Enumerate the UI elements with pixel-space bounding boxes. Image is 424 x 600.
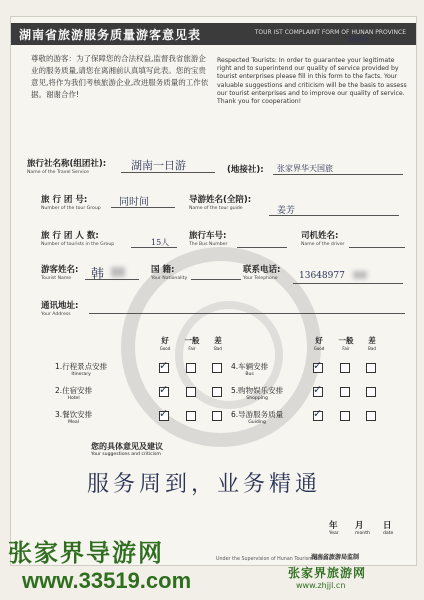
checkbox-hotel-bad[interactable] (212, 387, 222, 397)
local-agency-line (273, 174, 403, 175)
top-annotation: 3880 (347, 35, 368, 44)
guide-value[interactable]: 姜芳 (277, 206, 296, 216)
group-size-label: 旅 行 团 人 数: Number of tourists in the Group (41, 231, 115, 247)
checkbox-guiding-bad[interactable] (366, 411, 376, 421)
checkbox-shopping-fair[interactable] (340, 387, 350, 397)
rating-hotel-label: 2.住宿安排 Hotel (55, 386, 93, 401)
date-month: 月 month (355, 521, 370, 536)
checkbox-bus-bad[interactable] (366, 363, 376, 373)
group-size-line (131, 247, 177, 248)
driver-label: 司机姓名: Name of the driver (301, 231, 345, 247)
bus-number-line (237, 247, 287, 248)
site-watermark-cn: 张家界旅游网 (288, 566, 367, 580)
guide-line (269, 215, 399, 216)
driver-line (349, 247, 405, 248)
phone-line (293, 283, 403, 284)
checkbox-meal-fair[interactable] (186, 411, 196, 421)
date-year: 年 Year (329, 521, 339, 536)
checkbox-bus-good[interactable]: ✓ (313, 359, 323, 372)
date-day: 日 date (383, 521, 394, 536)
redacted-phone (353, 271, 367, 279)
nationality-label: 国 籍: Your Nationality (151, 265, 188, 281)
checkbox-meal-bad[interactable] (212, 411, 222, 421)
checkbox-hotel-fair[interactable] (186, 387, 196, 397)
agency-line (121, 172, 215, 173)
tourist-name-label: 游客姓名: Tourist Name (41, 265, 79, 281)
rating-shopping-label: 5.购物娱乐安排 Shopping (231, 386, 284, 401)
checkbox-guiding-fair[interactable] (340, 411, 350, 421)
rating-guiding-label: 6.导游服务质量 Guiding (231, 410, 284, 425)
bus-number-label: 旅行车号: The Bus Number (189, 231, 228, 247)
supervisor-label: 湖南省旅游局监制 (311, 554, 360, 561)
checkbox-meal-good[interactable]: ✓ (159, 407, 169, 420)
header-fair-right: 一般 Fair (338, 336, 354, 351)
header-good-right: 好 Good (313, 336, 325, 351)
rating-itinerary-label: 1.行程景点安排 Itinerary (55, 362, 108, 377)
header-fair-left: 一般 Fair (184, 336, 200, 351)
header-bad-right: 差 Bad (368, 336, 376, 351)
local-agency-label: (地接社): (227, 165, 264, 175)
supervisor-note-en: Under the Supervision of Hunan Tourism Bureau (216, 557, 332, 562)
watermark-cn: 张家界导游网 (8, 538, 164, 567)
address-line (89, 313, 405, 314)
intro-cn: 尊敬的游客：为了保障您的合法权益,监督我省旅游企业的服务质量,请您在离湘前认真填写此表。您的宝贵意见,将作为我们考核旅游企业,改进服务质量的工作依据。谢谢合作! (31, 54, 209, 99)
group-number-line (111, 207, 175, 208)
group-number-label: 旅 行 团 号: Number of the tour Group (41, 195, 101, 211)
phone-value[interactable]: 13648977 (299, 271, 345, 281)
suggestions-label: 您的具体意见及建议 Your suggestions and criticism (91, 442, 163, 457)
agency-label: 旅行社名称(组团社): Name of the Travel Service (27, 159, 107, 175)
rating-bus-label: 4.车辆安排 Bus (231, 362, 269, 377)
phone-label: 联系电话: Your Telephone (243, 265, 281, 281)
checkbox-itinerary-good[interactable]: ✓ (159, 359, 169, 372)
checkbox-guiding-good[interactable]: ✓ (313, 407, 323, 420)
address-label: 通讯地址: Your Address (41, 301, 79, 317)
tourist-name-line (85, 279, 139, 280)
header-good-left: 好 Good (159, 336, 171, 351)
redacted-name (111, 267, 125, 277)
site-watermark-url: www.zhjjl.cn (296, 581, 346, 590)
watermark-url: www.33519.com (22, 568, 192, 593)
group-number-value[interactable]: 同时间 (119, 197, 149, 208)
form-title: 湖南省旅游服务质量游客意见表 (19, 28, 202, 42)
header-bad-left: 差 Bad (214, 336, 222, 351)
local-agency-value[interactable]: 张家界华天国旅 (277, 164, 333, 173)
guide-label: 导游姓名(全陪): Name of the tour guide (189, 195, 252, 211)
intro-en: Respected Tourists: In order to guarantee your legitimate right and to superintend our quality of service provided by tourist enterprises please fill in this form to the facts. Your valuable suggestions and criticism will be the basis to assess our tourist enterprises and to improve our quality of service. Thank you for cooperation! (217, 57, 407, 106)
nationality-line (191, 279, 241, 280)
checkbox-hotel-good[interactable]: ✓ (159, 383, 169, 396)
suggestions-value[interactable]: 服务周到，业务精通 (87, 472, 322, 497)
form-title-en: TOUR IST COMPLAINT FORM OF HUNAN PROVINCE (254, 29, 406, 36)
agency-value[interactable]: 湖南一日游 (131, 159, 186, 172)
complaint-form (10, 16, 417, 566)
checkbox-shopping-good[interactable]: ✓ (313, 383, 323, 396)
checkbox-itinerary-bad[interactable] (212, 363, 222, 373)
checkbox-bus-fair[interactable] (340, 363, 350, 373)
group-size-value[interactable]: 15人 (151, 238, 170, 247)
checkbox-itinerary-fair[interactable] (186, 363, 196, 373)
checkbox-shopping-bad[interactable] (366, 387, 376, 397)
tourist-name-value[interactable]: 韩 (91, 267, 105, 282)
rating-meal-label: 3.餐饮安排 Meal (55, 410, 93, 425)
